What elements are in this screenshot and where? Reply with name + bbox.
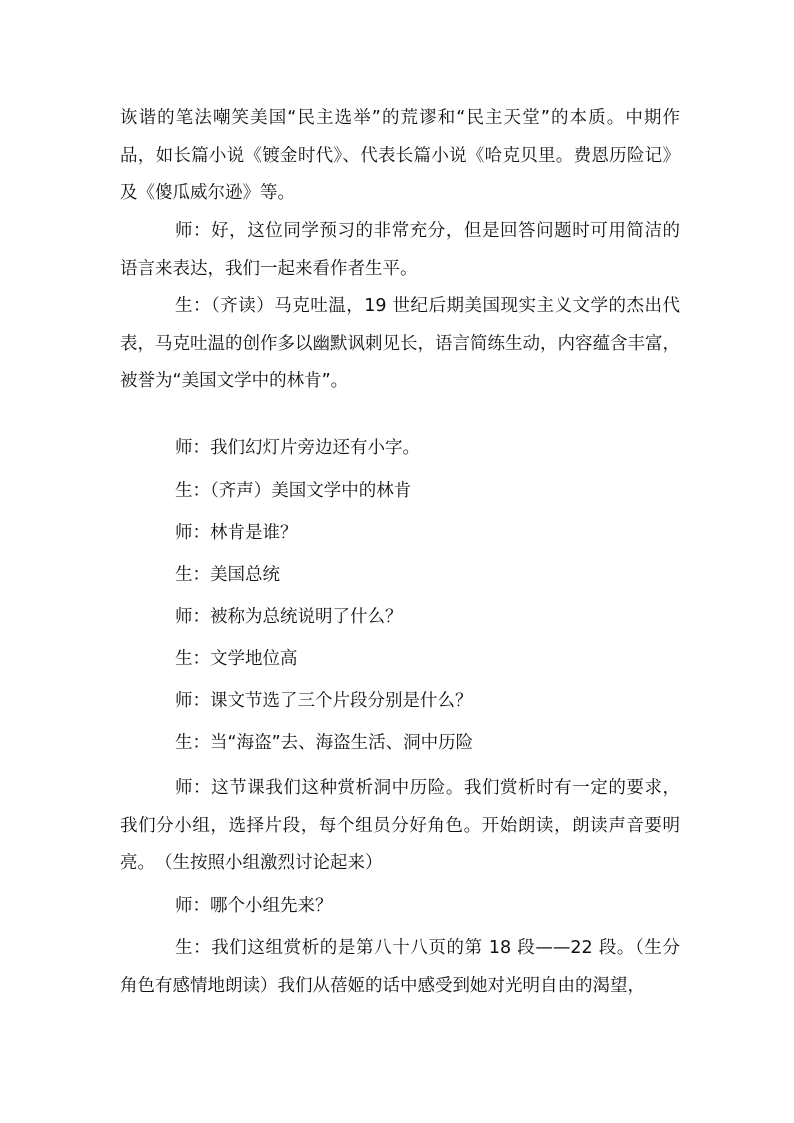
paragraph-10: 师：课文节选了三个片段分别是什么？: [175, 691, 473, 711]
paragraph-4: 师：我们幻灯片旁边还有小字。: [175, 438, 420, 458]
paragraph-7: 生：美国总统: [175, 565, 280, 585]
paragraph-12: 师：这节课我们这种赏析洞中历险。我们赏析时有一定的要求，我们分小组，选择片段，每个组员分好角色。开始朗读，朗读声音要明亮。 （生按照小组激烈讨论起来）: [120, 778, 680, 873]
paragraph-9: 生：文学地位高: [175, 649, 298, 669]
paragraph-14: 生：我们这组赏析的是第八十八页的第 18 段——22 段。（生分角色有感情地朗读）我们从蓓姬的话中感受到她对光明自由的渴望，: [120, 938, 680, 996]
paragraph-1: 诙谐的笔法嘲笑美国“民主选举”的荒谬和“民主天堂”的本质。中期作品，如长篇小说《镀金时代》、代表长篇小说《哈克贝里。费恩历险记》及《傻瓜威尔逊》等。: [120, 108, 680, 203]
paragraph-3: 生：（齐读）马克吐温，19 世纪后期美国现实主义文学的杰出代表，马克吐温的创作多以幽默讽刺见长，语言简练生动，内容蕴含丰富，被誉为“美国文学中的林肯”。: [120, 296, 680, 391]
paragraph-2: 师：好，这位同学预习的非常充分，但是回答问题时可用简洁的语言来表达，我们一起来看作者生平。: [120, 221, 680, 279]
paragraph-13: 师：哪个小组先来？: [175, 896, 333, 916]
paragraph-6: 师：林肯是谁？: [175, 523, 298, 543]
paragraph-11: 生：当“海盗”去、海盗生活、洞中历险: [175, 733, 474, 753]
paragraph-8: 师：被称为总统说明了什么？: [175, 607, 403, 627]
paragraph-5: 生：（齐声）美国文学中的林肯: [175, 481, 412, 501]
